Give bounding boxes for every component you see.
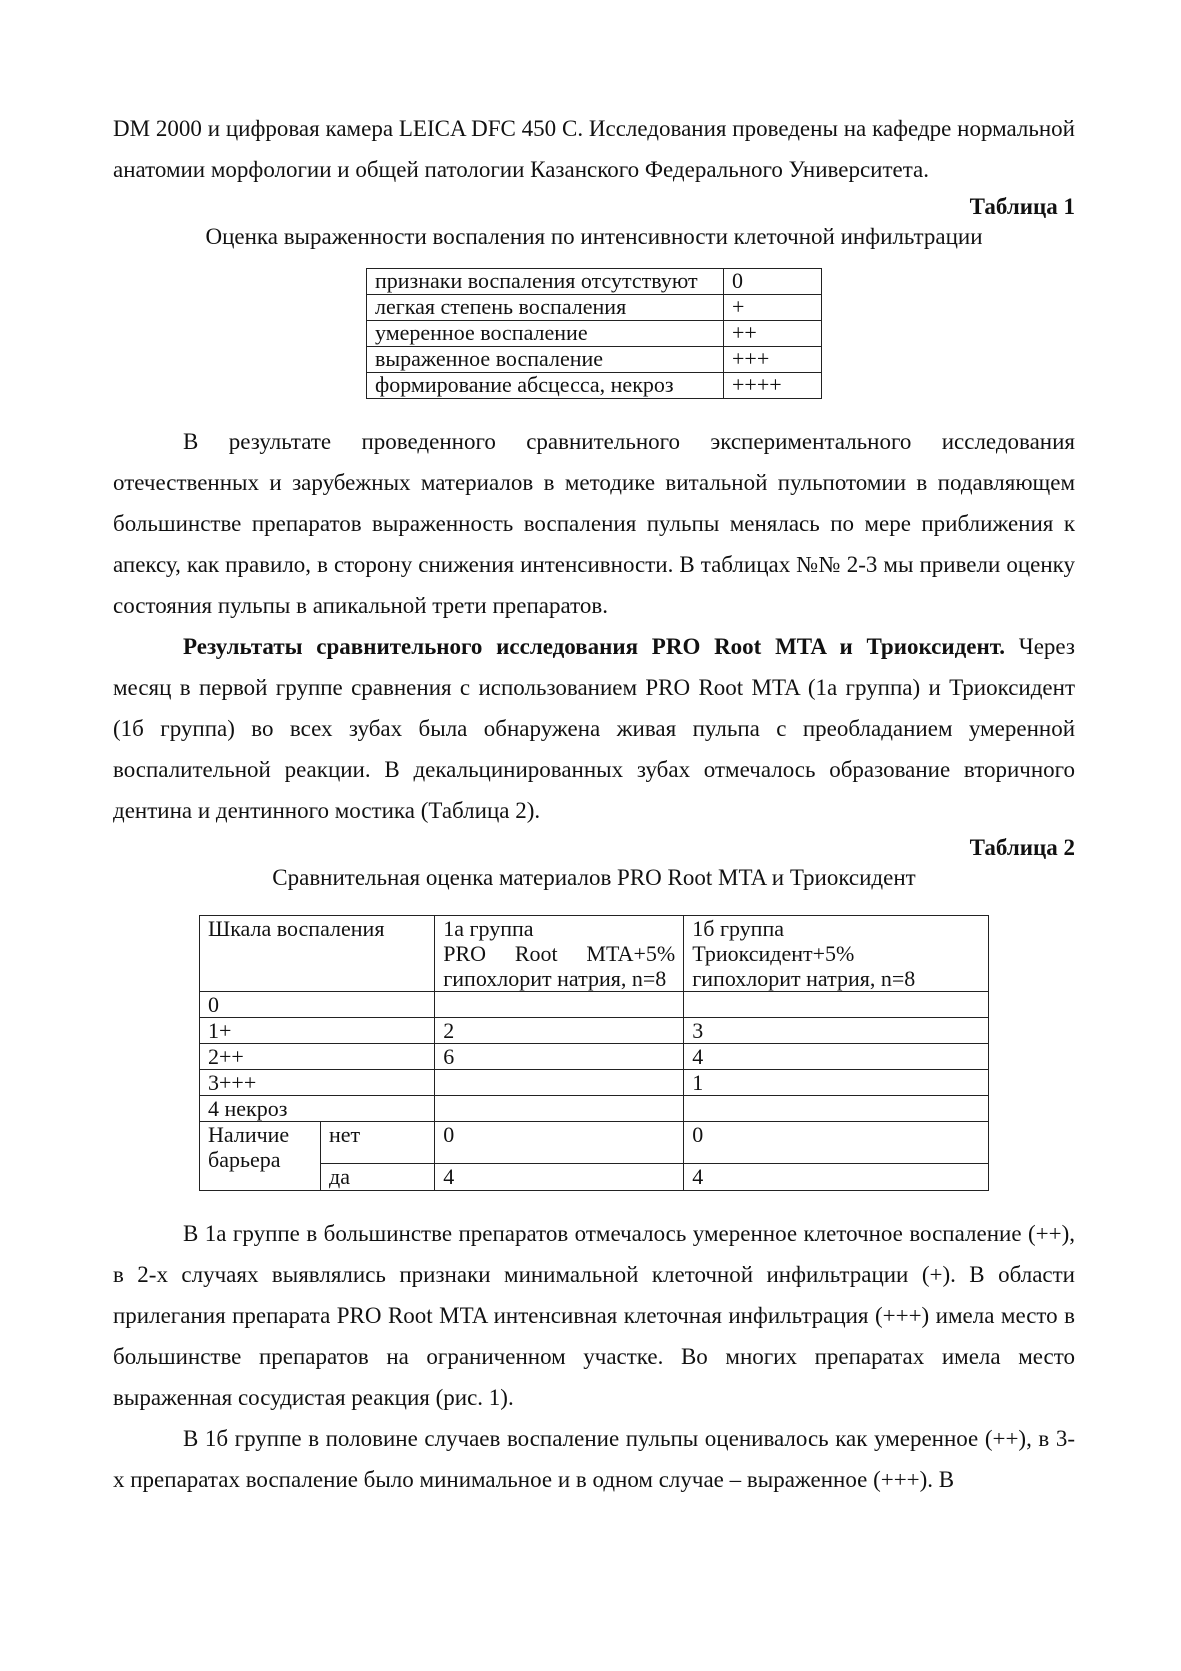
- table-row: [200, 1070, 989, 1096]
- header-line: гипохлорит натрия, n=8: [692, 966, 916, 991]
- header-line: гипохлорит натрия, n=8: [443, 966, 667, 991]
- table-cell: 1+: [200, 1018, 435, 1044]
- table-cell: умеренное воспаление: [367, 321, 724, 347]
- table-cell: 6: [435, 1044, 684, 1070]
- table-cell: 0: [684, 1122, 989, 1164]
- header-line: 1б группа: [692, 916, 784, 941]
- comparison-paragraph: [113, 626, 1075, 831]
- table-cell: 2: [435, 1018, 684, 1044]
- table-cell: признаки воспаления отсутствуют: [367, 269, 724, 295]
- table-cell: 2++: [200, 1044, 435, 1070]
- table-row: [367, 347, 822, 373]
- table-row: [367, 269, 822, 295]
- table-cell: ++++: [724, 373, 822, 399]
- materials-comparison-table: [199, 915, 989, 1191]
- results-paragraph: В результате проведенного сравнительного экспериментального исследования отечественных и зарубежных материалов в методике витальной пульпотомии в подавляющем большинстве препаратов выраженность воспаления пульпы менялась по мере приближения к апексу, как правило, в сторону снижения интенсивности. В таблицах №№ 2-3 мы привели оценку состояния пульпы в апикальной трети препаратов.: [113, 429, 1075, 618]
- table-cell: 4: [684, 1164, 989, 1191]
- table-cell: 4: [435, 1164, 684, 1191]
- table-cell: [435, 1070, 684, 1096]
- group-1b-paragraph: В 1б группе в половине случаев воспаление пульпы оценивалось как умеренное (++), в 3-х препаратах воспаление было минимальное и в одном случае – выраженное (+++). В: [113, 1426, 1075, 1492]
- barrier-no-label: нет: [321, 1122, 435, 1164]
- table-cell: ++: [724, 321, 822, 347]
- header-line: PRO Root MTA+5%: [443, 941, 676, 966]
- table-header-row: [200, 916, 989, 992]
- header-group-1a: [435, 916, 684, 992]
- table-cell: 0: [435, 1122, 684, 1164]
- table-cell: [435, 1096, 684, 1122]
- table-row: [200, 1096, 989, 1122]
- table-row: [367, 295, 822, 321]
- table-row: [367, 373, 822, 399]
- inflammation-scale-table: [366, 268, 822, 399]
- barrier-label: Наличие барьера: [200, 1122, 321, 1191]
- table-cell: выраженное воспаление: [367, 347, 724, 373]
- table-cell: формирование абсцесса, некроз: [367, 373, 724, 399]
- bold-lead: Результаты сравнительного исследования PRO Root MTA и Триоксидент.: [183, 634, 1006, 659]
- table1-caption: Оценка выраженности воспаления по интенсивности клеточной инфильтрации: [205, 224, 983, 249]
- group-1a-paragraph: В 1а группе в большинстве препаратов отмечалось умеренное клеточное воспаление (++), в 2-х случаях выявлялись признаки минимальной клеточной инфильтрации (+). В области прилегания препарата PRO Root MTA интенсивная клеточная инфильтрация (+++) имела место в большинстве препаратов на ограниченном участке. Во многих препаратах имела место выраженная сосудистая реакция (рис. 1).: [113, 1221, 1075, 1410]
- table-row: [367, 321, 822, 347]
- header-line: 1а группа: [443, 916, 534, 941]
- table-cell: 3+++: [200, 1070, 435, 1096]
- intro-paragraph: DM 2000 и цифровая камера LEICA DFC 450 C. Исследования проведены на кафедре нормальной анатомии морфологии и общей патологии Казанского Федерального Университета.: [113, 116, 1075, 182]
- header-line: Триоксидент+5%: [692, 941, 855, 966]
- barrier-yes-label: да: [321, 1164, 435, 1191]
- table1-label: Таблица 1: [969, 194, 1075, 219]
- document-page: [113, 108, 1075, 1500]
- table-cell: +++: [724, 347, 822, 373]
- table-cell: 4 некроз: [200, 1096, 435, 1122]
- table-row: [200, 1018, 989, 1044]
- table-row: [200, 992, 989, 1018]
- table-cell: 4: [684, 1044, 989, 1070]
- table-cell: +: [724, 295, 822, 321]
- table-cell: 0: [200, 992, 435, 1018]
- table2-label: Таблица 2: [969, 835, 1075, 860]
- table-cell: [435, 992, 684, 1018]
- table-cell: [684, 992, 989, 1018]
- table2-caption: Сравнительная оценка материалов PRO Root MTA и Триоксидент: [272, 865, 916, 890]
- header-group-1b: [684, 916, 989, 992]
- table-row: [200, 1044, 989, 1070]
- header-scale: Шкала воспаления: [200, 916, 435, 992]
- table-cell: 1: [684, 1070, 989, 1096]
- table-cell: [684, 1096, 989, 1122]
- table-cell: 3: [684, 1018, 989, 1044]
- table-cell: 0: [724, 269, 822, 295]
- table-row: [200, 1122, 989, 1164]
- table-cell: легкая степень воспаления: [367, 295, 724, 321]
- comparison-text: Через месяц в первой группе сравнения с использованием PRO Root MTA (1а группа) и Триоксидент (1б группа) во всех зубах была обнаружена живая пульпа с преобладанием умеренной воспалительной реакции. В декальцинированных зубах отмечалось образование вторичного дентина и дентинного мостика (Таблица 2).: [113, 634, 1075, 823]
